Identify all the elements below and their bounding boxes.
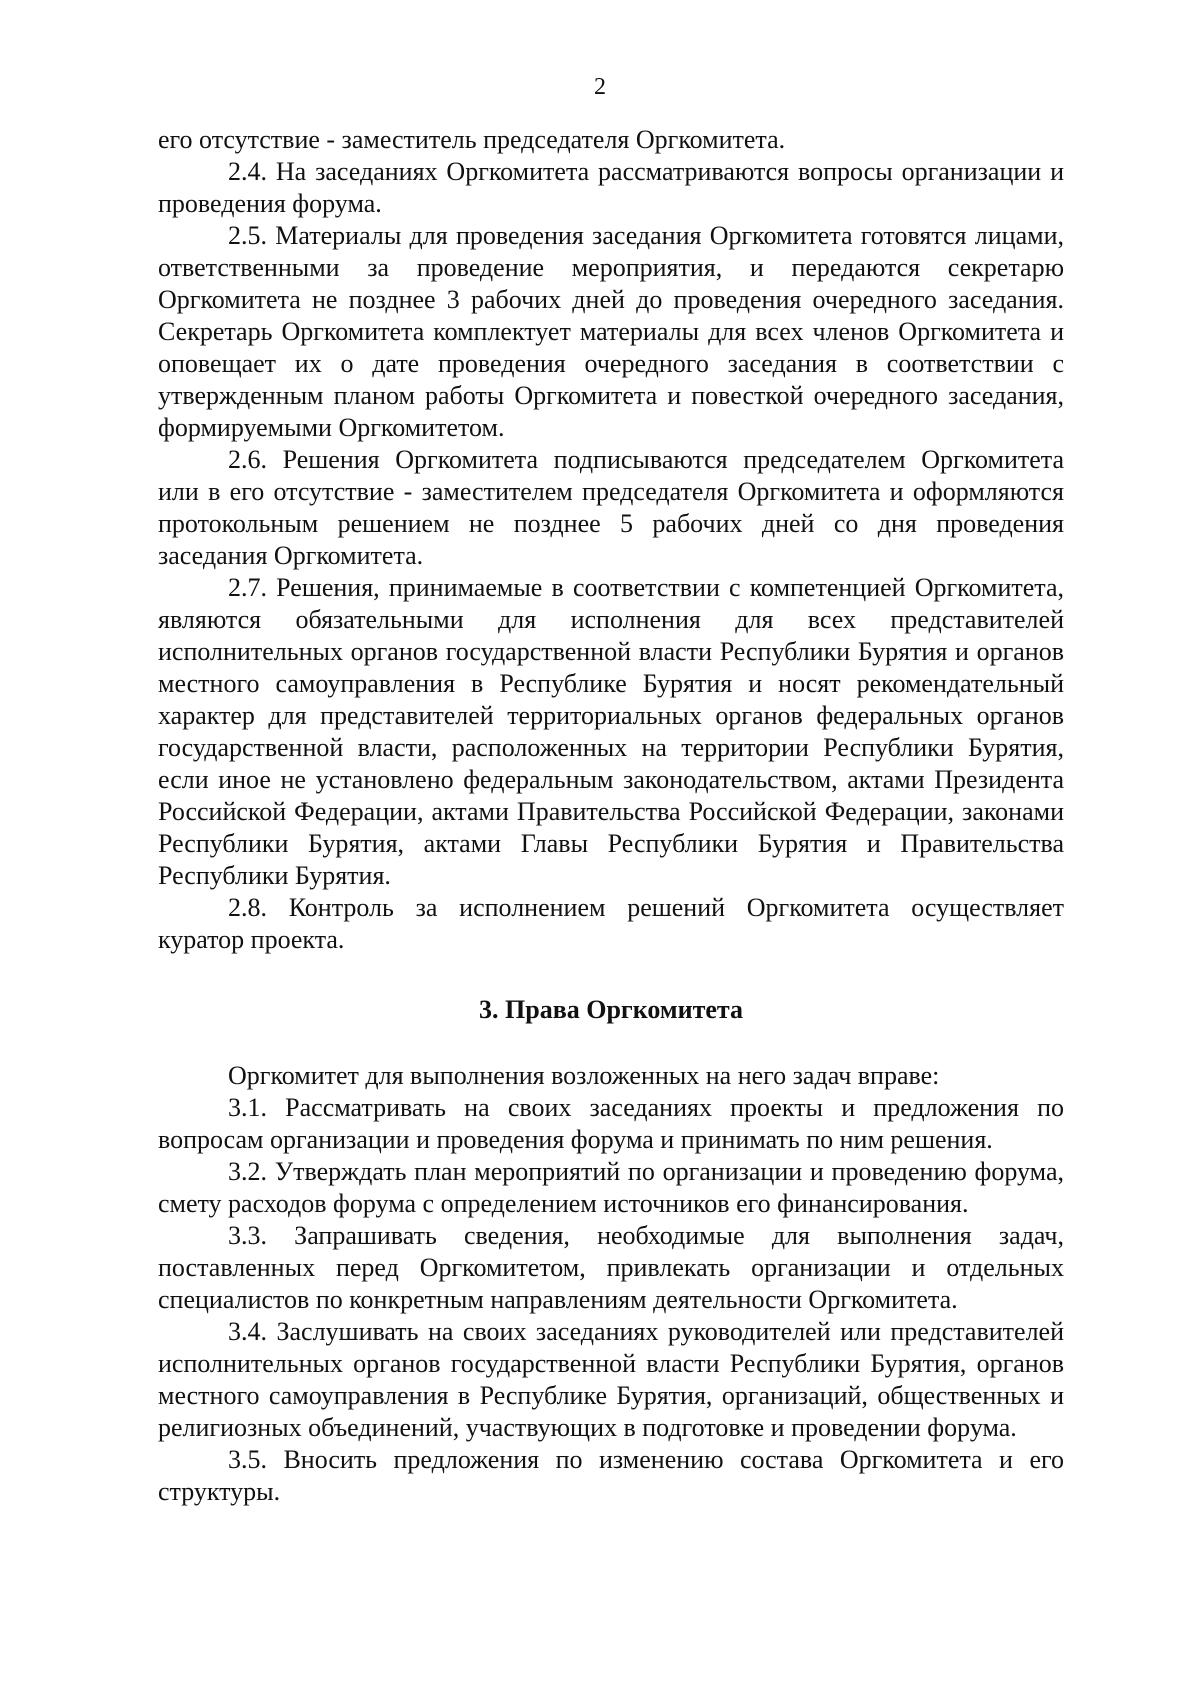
paragraph-3-1: 3.1. Рассматривать на своих заседаниях проекты и предложения по вопросам организации и проведения форума и принимать по ним решения. [158, 1093, 1064, 1154]
paragraph-2-8: 2.8. Контроль за исполнением решений Оргкомитета осуществляет куратор проекта. [158, 893, 1064, 954]
paragraph-2-6: 2.6. Решения Оргкомитета подписываются председателем Оргкомитета или в его отсутствие - заместителем председателя Оргкомитета и оформляются протокольным решением не позднее 5 рабочих дней со дня проведения заседания Оргкомитета. [158, 445, 1064, 570]
paragraph-2-5: 2.5. Материалы для проведения заседания Оргкомитета готовятся лицами, ответственными за проведение мероприятия, и передаются секретарю Оргкомитета не позднее 3 рабочих дней до проведения очередного заседания. Секретарь Оргкомитета комплектует материалы для всех членов Оргкомитета и оповещает их о дате проведения очередного заседания в соответствии с утвержденным планом работы Оргкомитета и повесткой очередного заседания, формируемыми Оргкомитетом. [158, 221, 1064, 442]
paragraph-2-4: 2.4. На заседаниях Оргкомитета рассматриваются вопросы организации и проведения форума. [158, 157, 1064, 218]
paragraph-3-3: 3.3. Запрашивать сведения, необходимые для выполнения задач, поставленных перед Оргкомитетом, привлекать организации и отдельных специалистов по конкретным направлениям деятельности Оргкомитета. [158, 1221, 1064, 1314]
section-3-heading: 3. Права Оргкомитета [479, 995, 743, 1024]
heading-spacer [158, 1026, 1064, 1060]
paragraph-3-5: 3.5. Вносить предложения по изменению состава Оргкомитета и его структуры. [158, 1445, 1064, 1506]
paragraph-3-4: 3.4. Заслушивать на своих заседаниях руководителей или представителей исполнительных органов государственной власти Республики Бурятия, органов местного самоуправления в Республике Бурятия, организаций, общественных и религиозных объединений, участвующих в подготовке и проведении форума. [158, 1317, 1064, 1442]
paragraph-3-intro: Оргкомитет для выполнения возложенных на него задач вправе: [228, 1061, 940, 1090]
paragraph-continuation: его отсутствие - заместитель председателя Оргкомитета. [158, 125, 786, 154]
document-body [158, 124, 1064, 1508]
paragraph-3-2: 3.2. Утверждать план мероприятий по организации и проведению форума, смету расходов форума с определением источников его финансирования. [158, 1157, 1064, 1218]
page-number: 2 [594, 74, 606, 100]
paragraph-2-7: 2.7. Решения, принимаемые в соответствии с компетенцией Оргкомитета, являются обязательными для исполнения для всех представителей исполнительных органов государственной власти Республики Бурятия и органов местного самоуправления в Республике Бурятия и носят рекомендательный характер для представителей территориальных органов федеральных органов государственной власти, расположенных на территории Республики Бурятия, если иное не установлено федеральным законодательством, актами Президента Российской Федерации, актами Правительства Российской Федерации, законами Республики Бурятия, актами Главы Республики Бурятия и Правительства Республики Бурятия. [158, 573, 1064, 890]
